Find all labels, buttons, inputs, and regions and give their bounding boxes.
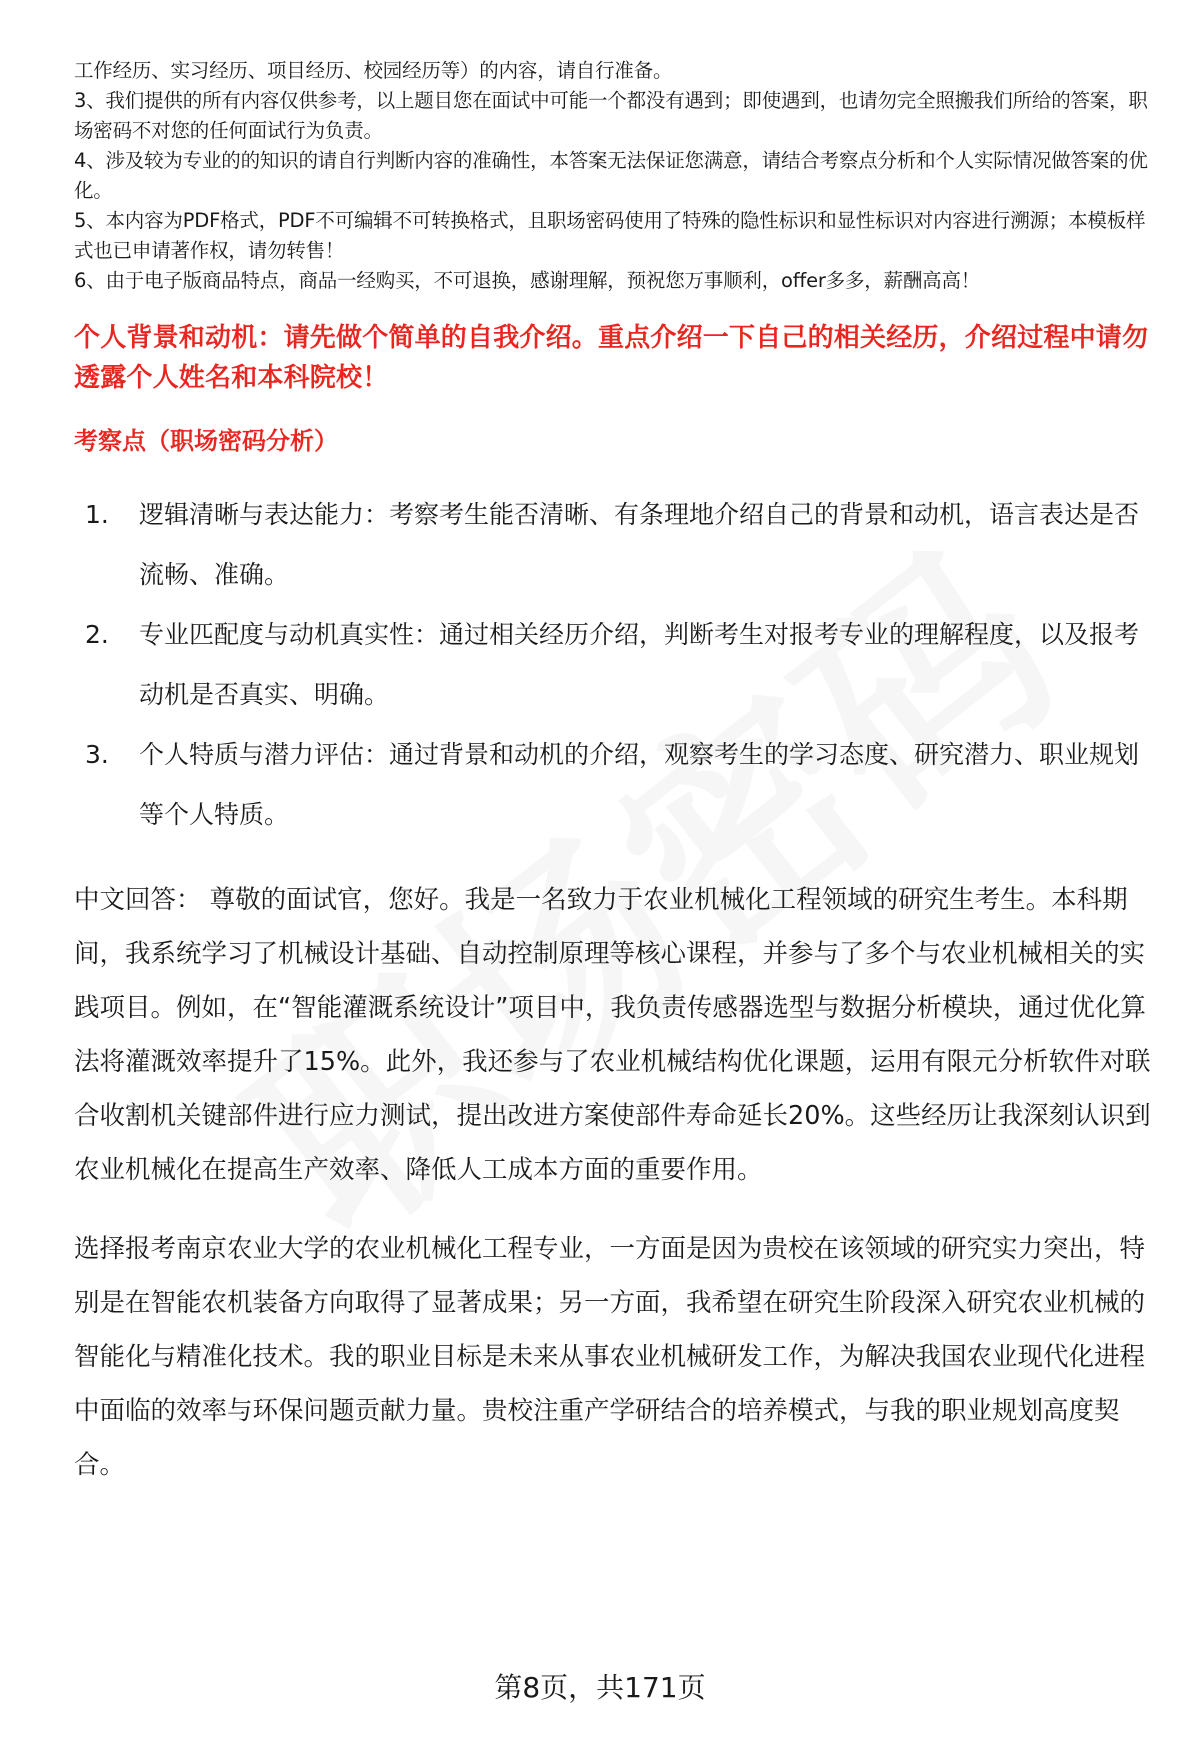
notes-section (74, 56, 1154, 296)
list-number: 3. (85, 740, 109, 769)
list-item (74, 725, 1154, 845)
note-line: 5、本内容为PDF格式，PDF不可编辑不可转换格式，且职场密码使用了特殊的隐性标识和显性标识对内容进行溯源；本模板样式也已申请著作权，请勿转售！ (74, 209, 1146, 262)
answer-section (74, 873, 1154, 1492)
note-line: 6、由于电子版商品特点，商品一经购买，不可退换，感谢理解，预祝您万事顺利，offer多多，薪酬高高！ (74, 269, 981, 292)
list-text: 逻辑清晰与表达能力：考察考生能否清晰、有条理地介绍自己的背景和动机，语言表达是否流畅、准确。 (139, 500, 1140, 589)
list-text: 个人特质与潜力评估：通过背景和动机的介绍，观察考生的学习态度、研究潜力、职业规划等个人特质。 (139, 740, 1140, 829)
page-number-footer: 第8页，共171页 (494, 1671, 706, 1704)
document-page (74, 56, 1154, 1517)
answer-paragraph: 中文回答： 尊敬的面试官，您好。我是一名致力于农业机械化工程领域的研究生考生。本科期间，我系统学习了机械设计基础、自动控制原理等核心课程，并参与了多个与农业机械相关的实践项目。例如，在“智能灌溉系统设计”项目中，我负责传感器选型与数据分析模块，通过优化算法将灌溉效率提升了15%。此外，我还参与了农业机械结构优化课题，运用有限元分析软件对联合收割机关键部件进行应力测试，提出改进方案使部件寿命延长20%。这些经历让我深刻认识到农业机械化在提高生产效率、降低人工成本方面的重要作用。 (74, 885, 1151, 1185)
points-list (74, 485, 1154, 845)
answer-paragraph: 选择报考南京农业大学的农业机械化工程专业，一方面是因为贵校在该领域的研究实力突出，特别是在智能农机装备方向取得了显著成果；另一方面，我希望在研究生阶段深入研究农业机械的智能化与精准化技术。我的职业目标是未来从事农业机械研发工作，为解决我国农业现代化进程中面临的效率与环保问题贡献力量。贵校注重产学研结合的培养模式，与我的职业规划高度契合。 (74, 1234, 1146, 1480)
note-line: 3、我们提供的所有内容仅供参考，以上题目您在面试中可能一个都没有遇到；即使遇到，也请勿完全照搬我们所给的答案，职场密码不对您的任何面试行为负责。 (74, 89, 1148, 142)
list-item (74, 605, 1154, 725)
list-number: 1. (85, 500, 109, 529)
question-heading: 个人背景和动机：请先做个简单的自我介绍。重点介绍一下自己的相关经历，介绍过程中请勿透露个人姓名和本科院校！ (74, 323, 1149, 393)
list-item (74, 485, 1154, 605)
list-number: 2. (85, 620, 109, 649)
points-heading: 考察点（职场密码分析） (74, 427, 338, 455)
note-line: 工作经历、实习经历、项目经历、校园经历等）的内容，请自行准备。 (74, 59, 673, 82)
list-text: 专业匹配度与动机真实性：通过相关经历介绍，判断考生对报考专业的理解程度，以及报考动机是否真实、明确。 (139, 620, 1140, 709)
note-line: 4、涉及较为专业的的知识的请自行判断内容的准确性，本答案无法保证您满意，请结合考察点分析和个人实际情况做答案的优化。 (74, 149, 1148, 202)
